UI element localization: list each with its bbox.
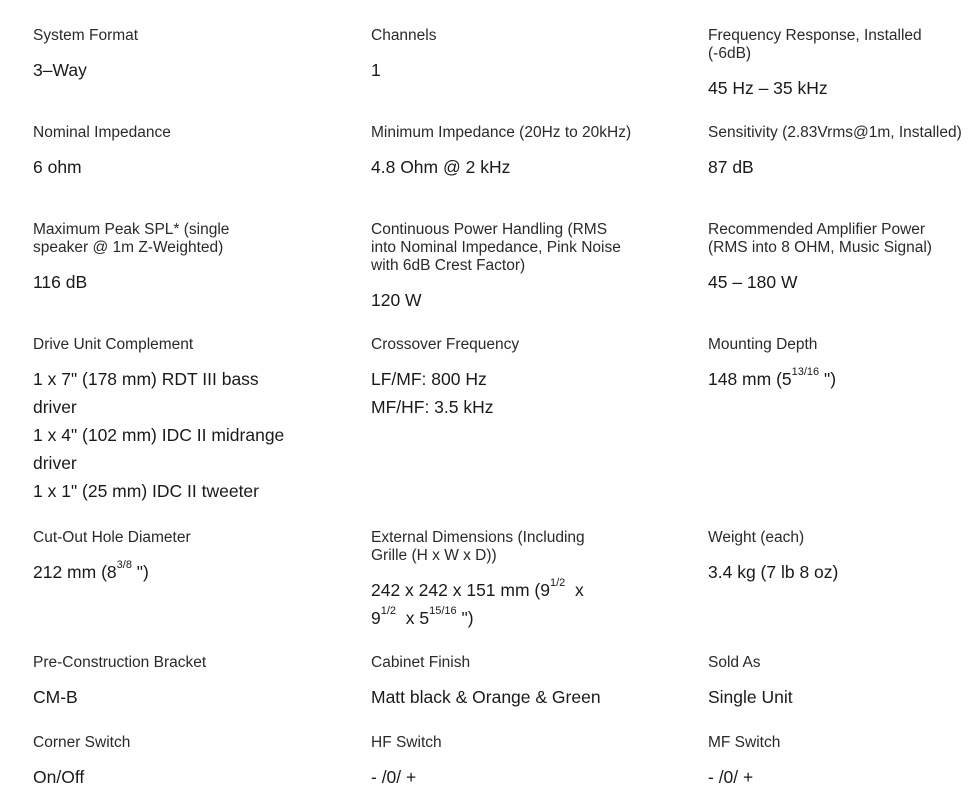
spec-continuous-power [371,221,621,314]
spec-value [371,576,611,632]
spec-label: Drive Unit Complement [33,336,194,353]
spec-value: 45 – 180 W [708,272,798,292]
spec-corner-switch [33,734,333,791]
spec-mounting-depth [708,336,966,393]
spec-value-fraction: 1/2 [380,605,397,618]
spec-label: Recommended Amplifier Power (RMS into 8 OHM, Music Signal) [708,221,932,256]
spec-bracket [33,654,333,711]
spec-value: 87 dB [708,157,754,177]
spec-value-line: driver [33,453,77,473]
spec-value [708,365,966,393]
spec-value-line [371,576,611,604]
spec-value-end: ") [131,562,149,582]
spec-value: - /0/ + [371,767,417,787]
spec-value-line: 1 x 1" (25 mm) IDC II tweeter [33,481,259,501]
spec-recommended-amplifier [708,221,966,296]
spec-value-main: 212 mm (8 [33,562,117,582]
spec-hf-switch [371,734,639,791]
spec-value-fraction: 3/8 [116,559,132,572]
spec-crossover [371,336,639,421]
spec-minimum-impedance [371,124,639,181]
spec-label: Maximum Peak SPL* (single speaker @ 1m Z-Weighted) [33,221,230,256]
spec-label: Pre-Construction Bracket [33,654,207,671]
spec-value-main: 242 x 242 x 151 mm (9 [371,580,550,600]
spec-value: Single Unit [708,687,793,707]
spec-external-dimensions [371,529,611,632]
spec-value-fraction: 1/2 [549,577,566,590]
spec-sold-as [708,654,966,711]
spec-label: Nominal Impedance [33,124,171,141]
spec-value-end: ") [456,608,474,628]
spec-label: MF Switch [708,734,781,751]
spec-value-line: driver [33,397,77,417]
spec-label: System Format [33,27,139,44]
spec-label: Cabinet Finish [371,654,471,671]
spec-value: 120 W [371,290,422,310]
spec-label: Corner Switch [33,734,131,751]
spec-cabinet-finish [371,654,639,711]
spec-value: Matt black & Orange & Green [371,687,601,707]
spec-value: 1 [371,60,381,80]
spec-value [33,558,333,586]
spec-value-line: MF/HF: 3.5 kHz [371,397,494,417]
spec-value: CM-B [33,687,78,707]
spec-max-peak-spl [33,221,263,296]
spec-value: 3.4 kg (7 lb 8 oz) [708,562,839,582]
spec-frequency-response [708,27,966,102]
spec-value [33,365,333,505]
spec-value: On/Off [33,767,85,787]
spec-value: 3–Way [33,60,87,80]
spec-label: Channels [371,27,437,44]
spec-label: HF Switch [371,734,442,751]
spec-label: External Dimensions (Including Grille (H x W x D)) [371,529,585,564]
spec-value-fraction: 15/16 [429,605,457,618]
spec-sensitivity [708,124,966,181]
spec-value-line: 1 x 4" (102 mm) IDC II midrange [33,425,285,445]
spec-weight [708,529,966,586]
spec-system-format [33,27,333,84]
spec-drive-units [33,336,333,505]
spec-label: Continuous Power Handling (RMS into Nominal Impedance, Pink Noise with 6dB Crest Factor) [371,221,621,274]
spec-value: 116 dB [33,272,88,292]
spec-label: Crossover Frequency [371,336,520,353]
spec-value: 45 Hz – 35 kHz [708,78,828,98]
spec-label: Minimum Impedance (20Hz to 20kHz) [371,124,632,141]
spec-mf-switch [708,734,966,791]
spec-value: 6 ohm [33,157,82,177]
spec-nominal-impedance [33,124,333,181]
spec-value-mid: x 5 [396,608,430,628]
spec-label: Weight (each) [708,529,805,546]
spec-value-fraction: 13/16 [791,366,820,379]
spec-value-end: x [565,580,584,600]
spec-channels [371,27,639,84]
spec-label: Frequency Response, Installed (-6dB) [708,27,922,62]
spec-value-end: ") [819,369,837,389]
spec-value-line: LF/MF: 800 Hz [371,369,487,389]
spec-label: Sold As [708,654,761,671]
spec-label: Sensitivity (2.83Vrms@1m, Installed) [708,124,962,141]
spec-value: - /0/ + [708,767,754,787]
spec-label: Mounting Depth [708,336,818,353]
spec-value-main: 148 mm (5 [708,369,792,389]
spec-value: 4.8 Ohm @ 2 kHz [371,157,511,177]
spec-value-main: 9 [371,608,381,628]
spec-value-line: 1 x 7" (178 mm) RDT III bass [33,369,259,389]
spec-label: Cut-Out Hole Diameter [33,529,191,546]
spec-value-line [371,604,611,632]
spec-cutout-diameter [33,529,333,586]
spec-value [371,365,639,421]
